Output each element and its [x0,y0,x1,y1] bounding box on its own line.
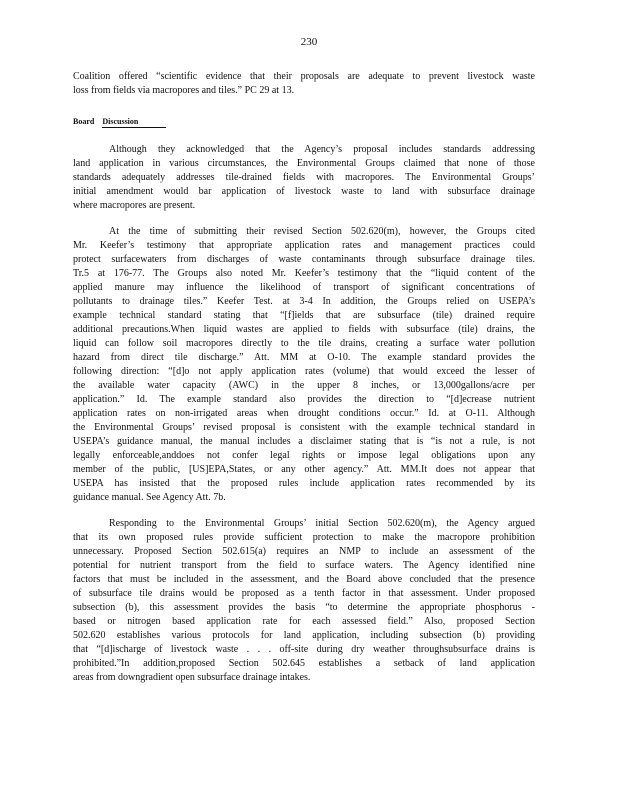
section-heading [73,117,166,128]
text-line: USEPA’s guidance manual, the manual includes a disclaimer stating that is “is not a rule, is not [73,436,535,447]
text-line: the available water capacity (AWC) in the upper 8 inches, or 13,000gallons/acre per [73,380,535,391]
text-line: additional precautions.When liquid wastes are applied to fields with subsurface (tile) drains, the [73,324,535,335]
paragraph-3 [73,517,535,685]
heading-word-discussion: Discussion [102,117,166,128]
text-line: factors that must be included in the assessment, and the Board above concluded that the presence [73,574,535,585]
text-line: initial amendment would bar application of livestock waste to land with subsurface drainage [73,186,535,197]
text-line: Mr. Keefer’s testimony that appropriate application rates and management practices could [73,240,535,251]
text-line: that “[d]ischarge of livestock waste . . . off-site during dry weather throughsubsurface drains is [73,644,535,655]
text-line: example technical standard stating that “[f]ields that are subsurface (tile) drained require [73,310,535,321]
text-line: based or nitrogen based application rate for each assessed field.” Also, proposed Section [73,616,535,627]
text-line: application.” Id. The example standard also provides the direction to “[d]ecrease nutrient [73,394,535,405]
text-line: the Environmental Groups’ revised proposal is consistent with the example technical standard in [73,422,535,433]
text-line: 502.620 establishes various protocols for land application, including subsection (b) providing [73,630,535,641]
text-line: land application in various circumstances, the Environmental Groups claimed that none of those [73,158,535,169]
text-line: unnecessary. Proposed Section 502.615(a) requires an NMP to include an assessment of the [73,546,535,557]
text-line: member of the public, [US]EPA,States, or any other agency.” Att. MM.It does not appear that [73,464,535,475]
text-line: liquid can follow soil macropores directly to the tile drains, creating a surface water pollution [73,338,535,349]
text-line: where macropores are present. [73,200,196,211]
text-line: Although they acknowledged that the Agency’s proposal includes standards addressing [109,144,535,155]
text-line: subsection (b), this assessment provides the basis “to determine the appropriate phosphorus - [73,602,535,613]
text-line: loss from fields via macropores and tiles.” PC 29 at 13. [73,85,295,96]
text-line: pollutants to drainage tiles.” Keefer Test. at 3-4 In addition, the Groups relied on USEPA’s [73,296,535,307]
text-line: prohibited.”In addition,proposed Section 502.645 establishes a setback of land application [73,658,535,669]
text-line: Responding to the Environmental Groups’ initial Section 502.620(m), the Agency argued [109,518,535,529]
text-line: of subsurface tile drains would be proposed as a tenth factor in that assessment. Under proposed [73,588,535,599]
text-line: Tr.5 at 176-77. The Groups also noted Mr. Keefer’s testimony that the “liquid content of the [73,268,535,279]
text-line: potential for nutrient transport from the field to surface waters. The Agency identified nine [73,560,535,571]
text-line: applied manure may influence the likelihood of transport of significant concentrations of [73,282,535,293]
text-line: Coalition offered “scientific evidence that their proposals are adequate to prevent livestock waste [73,71,535,82]
text-line: guidance manual. See Agency Att. 7b. [73,492,226,503]
text-line: standards adequately addresses tile-drained fields with macropores. The Environmental Groups’ [73,172,535,183]
text-line: hazard from direct tile discharge.” Att. MM at O-10. The example standard provides the [73,352,535,363]
text-line: that its own proposed rules provide sufficient protection to make the macropore prohibition [73,532,535,543]
heading-word-board: Board [73,117,95,126]
paragraph-1 [73,143,535,213]
text-line: application rates on non-irrigated areas when drought conditions occur.” Id. at O-11. Although [73,408,535,419]
page-number: 230 [300,36,318,48]
text-line: USEPA has insisted that the proposed rules include application rates recommended by its [73,478,535,489]
text-line: areas from downgradient open subsurface drainage intakes. [73,672,311,683]
text-line: At the time of submitting their revised Section 502.620(m), however, the Groups cited [109,226,535,237]
text-line: following direction: “[d]o not apply application rates (volume) that would exceed the lesser of [73,366,535,377]
text-line: legally enforceable,anddoes not confer legal rights or impose legal obligations upon any [73,450,535,461]
paragraph-2 [73,225,535,505]
text-line: protect surfacewaters from discharges of waste contaminants through subsurface drainage tiles. [73,254,535,265]
intro-paragraph [73,70,535,98]
